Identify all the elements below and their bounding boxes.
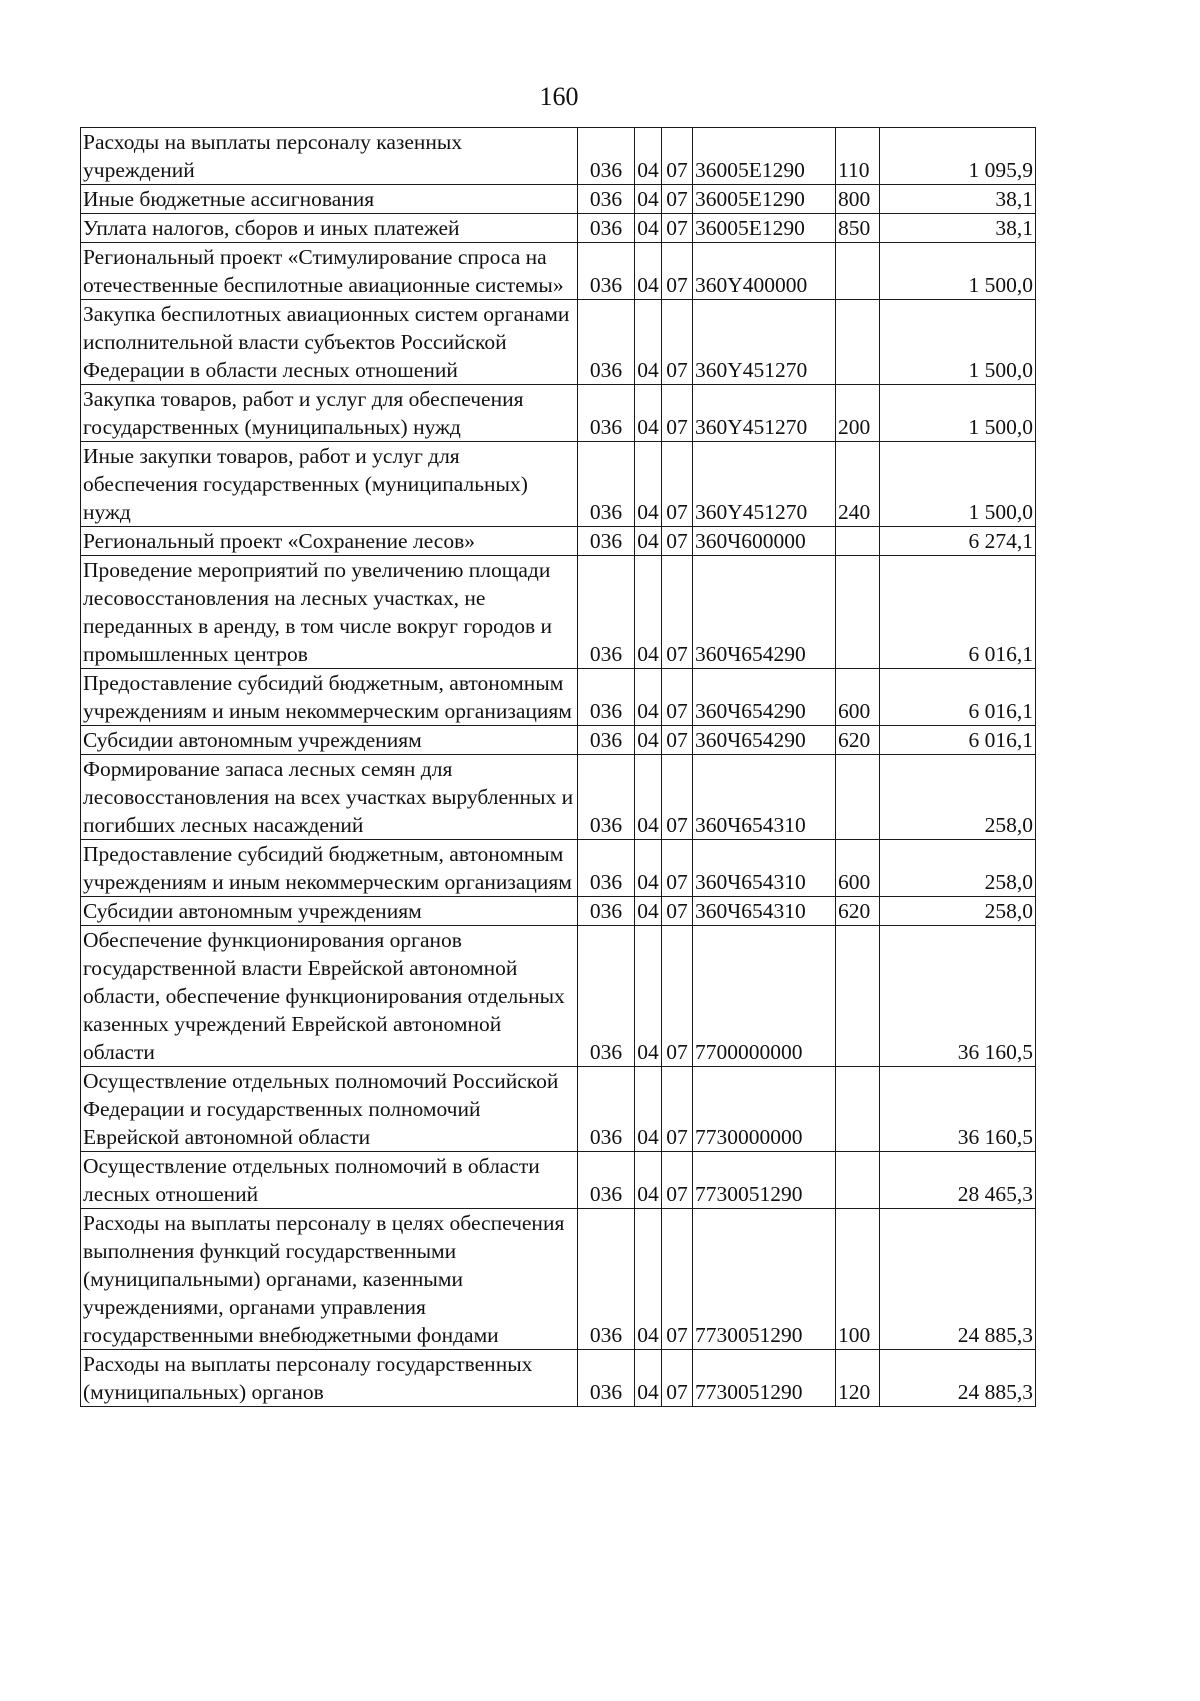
row-amount: 1 500,0 — [880, 442, 1036, 527]
row-target-article: 360Ч654310 — [693, 897, 836, 926]
row-amount: 24 885,3 — [880, 1209, 1036, 1350]
row-target-article: 360Y451270 — [693, 385, 836, 442]
row-amount: 6 016,1 — [880, 669, 1036, 726]
row-section: 04 — [635, 385, 662, 442]
row-section: 04 — [635, 897, 662, 926]
row-section: 04 — [635, 669, 662, 726]
row-expense-type — [836, 527, 880, 556]
row-name: Закупка беспилотных авиационных систем органами исполнительной власти субъектов Российской Федерации в области лесных отношений — [81, 300, 578, 385]
row-name: Расходы на выплаты персоналу казенных учреждений — [81, 128, 578, 185]
row-section: 04 — [635, 1209, 662, 1350]
row-code: 036 — [578, 897, 635, 926]
row-code: 036 — [578, 556, 635, 669]
row-target-article: 360Y451270 — [693, 442, 836, 527]
row-target-article: 7730000000 — [693, 1067, 836, 1152]
row-code: 036 — [578, 1350, 635, 1407]
row-subsection: 07 — [662, 243, 693, 300]
row-amount: 1 500,0 — [880, 300, 1036, 385]
page-number: 160 — [539, 82, 579, 111]
row-subsection: 07 — [662, 385, 693, 442]
row-code: 036 — [578, 1209, 635, 1350]
row-section: 04 — [635, 185, 662, 214]
row-subsection: 07 — [662, 897, 693, 926]
row-section: 04 — [635, 214, 662, 243]
row-subsection: 07 — [662, 1209, 693, 1350]
row-target-article: 360Ч600000 — [693, 527, 836, 556]
row-name: Уплата налогов, сборов и иных платежей — [81, 214, 578, 243]
row-section: 04 — [635, 243, 662, 300]
row-subsection: 07 — [662, 926, 693, 1067]
row-name: Обеспечение функционирования органов государственной власти Еврейской автономной области, обеспечение функционирования отдельных казенных учреждений Еврейской автономной области — [81, 926, 578, 1067]
row-target-article: 360Y451270 — [693, 300, 836, 385]
row-expense-type — [836, 300, 880, 385]
table-row — [81, 243, 1036, 300]
row-subsection: 07 — [662, 128, 693, 185]
table-row — [81, 1067, 1036, 1152]
row-expense-type: 100 — [836, 1209, 880, 1350]
table-row — [81, 128, 1036, 185]
row-expense-type: 620 — [836, 726, 880, 755]
row-subsection: 07 — [662, 1152, 693, 1209]
row-amount: 24 885,3 — [880, 1350, 1036, 1407]
row-name: Иные закупки товаров, работ и услуг для обеспечения государственных (муниципальных) нужд — [81, 442, 578, 527]
row-target-article: 360Ч654310 — [693, 840, 836, 897]
row-target-article: 7730051290 — [693, 1152, 836, 1209]
row-section: 04 — [635, 1350, 662, 1407]
budget-table — [80, 127, 1036, 1407]
row-subsection: 07 — [662, 442, 693, 527]
table-row — [81, 840, 1036, 897]
row-subsection: 07 — [662, 669, 693, 726]
row-amount: 1 500,0 — [880, 385, 1036, 442]
row-code: 036 — [578, 1152, 635, 1209]
table-row — [81, 1209, 1036, 1350]
row-code: 036 — [578, 214, 635, 243]
row-code: 036 — [578, 926, 635, 1067]
row-code: 036 — [578, 185, 635, 214]
row-name: Субсидии автономным учреждениям — [81, 726, 578, 755]
table-row — [81, 442, 1036, 527]
table-row — [81, 385, 1036, 442]
row-target-article: 36005E1290 — [693, 128, 836, 185]
row-code: 036 — [578, 300, 635, 385]
row-expense-type — [836, 243, 880, 300]
row-section: 04 — [635, 726, 662, 755]
table-row — [81, 185, 1036, 214]
row-name: Предоставление субсидий бюджетным, автономным учреждениям и иным некоммерческим организациям — [81, 669, 578, 726]
row-section: 04 — [635, 128, 662, 185]
row-section: 04 — [635, 527, 662, 556]
row-expense-type: 240 — [836, 442, 880, 527]
row-subsection: 07 — [662, 214, 693, 243]
row-subsection: 07 — [662, 1067, 693, 1152]
row-amount: 258,0 — [880, 755, 1036, 840]
table-row — [81, 926, 1036, 1067]
table-row — [81, 1152, 1036, 1209]
row-name: Предоставление субсидий бюджетным, автономным учреждениям и иным некоммерческим организациям — [81, 840, 578, 897]
table-row — [81, 726, 1036, 755]
row-target-article: 360Y400000 — [693, 243, 836, 300]
row-section: 04 — [635, 556, 662, 669]
row-subsection: 07 — [662, 1350, 693, 1407]
row-amount: 1 095,9 — [880, 128, 1036, 185]
row-target-article: 7730051290 — [693, 1209, 836, 1350]
row-section: 04 — [635, 926, 662, 1067]
row-target-article: 7700000000 — [693, 926, 836, 1067]
row-subsection: 07 — [662, 527, 693, 556]
row-section: 04 — [635, 1067, 662, 1152]
row-name: Региональный проект «Стимулирование спроса на отечественные беспилотные авиационные системы» — [81, 243, 578, 300]
row-section: 04 — [635, 755, 662, 840]
row-code: 036 — [578, 1067, 635, 1152]
row-section: 04 — [635, 442, 662, 527]
row-target-article: 360Ч654290 — [693, 556, 836, 669]
row-expense-type — [836, 556, 880, 669]
table-row — [81, 669, 1036, 726]
row-name: Формирование запаса лесных семян для лесовосстановления на всех участках вырубленных и погибших лесных насаждений — [81, 755, 578, 840]
row-subsection: 07 — [662, 840, 693, 897]
row-subsection: 07 — [662, 726, 693, 755]
row-amount: 38,1 — [880, 214, 1036, 243]
row-subsection: 07 — [662, 556, 693, 669]
row-expense-type: 120 — [836, 1350, 880, 1407]
row-code: 036 — [578, 243, 635, 300]
row-amount: 6 016,1 — [880, 556, 1036, 669]
row-amount: 36 160,5 — [880, 926, 1036, 1067]
row-expense-type: 110 — [836, 128, 880, 185]
row-expense-type — [836, 1152, 880, 1209]
row-target-article: 36005E1290 — [693, 214, 836, 243]
row-name: Закупка товаров, работ и услуг для обеспечения государственных (муниципальных) нужд — [81, 385, 578, 442]
table-row — [81, 755, 1036, 840]
row-amount: 6 274,1 — [880, 527, 1036, 556]
row-amount: 6 016,1 — [880, 726, 1036, 755]
table-row — [81, 527, 1036, 556]
row-section: 04 — [635, 300, 662, 385]
row-name: Региональный проект «Сохранение лесов» — [81, 527, 578, 556]
row-name: Расходы на выплаты персоналу государственных (муниципальных) органов — [81, 1350, 578, 1407]
row-target-article: 360Ч654290 — [693, 726, 836, 755]
row-target-article: 360Ч654290 — [693, 669, 836, 726]
row-expense-type: 200 — [836, 385, 880, 442]
row-expense-type: 850 — [836, 214, 880, 243]
row-amount: 1 500,0 — [880, 243, 1036, 300]
row-subsection: 07 — [662, 755, 693, 840]
row-expense-type: 620 — [836, 897, 880, 926]
row-expense-type — [836, 755, 880, 840]
row-subsection: 07 — [662, 185, 693, 214]
row-name: Осуществление отдельных полномочий в области лесных отношений — [81, 1152, 578, 1209]
row-code: 036 — [578, 442, 635, 527]
row-expense-type — [836, 1067, 880, 1152]
row-amount: 258,0 — [880, 897, 1036, 926]
row-name: Осуществление отдельных полномочий Российской Федерации и государственных полномочий Еврейской автономной области — [81, 1067, 578, 1152]
row-section: 04 — [635, 1152, 662, 1209]
row-target-article: 36005E1290 — [693, 185, 836, 214]
row-expense-type: 600 — [836, 840, 880, 897]
row-expense-type: 600 — [836, 669, 880, 726]
table-row — [81, 300, 1036, 385]
row-code: 036 — [578, 669, 635, 726]
row-code: 036 — [578, 128, 635, 185]
row-code: 036 — [578, 840, 635, 897]
row-name: Субсидии автономным учреждениям — [81, 897, 578, 926]
table-body — [81, 128, 1036, 1407]
row-subsection: 07 — [662, 300, 693, 385]
row-expense-type — [836, 926, 880, 1067]
row-section: 04 — [635, 840, 662, 897]
row-name: Иные бюджетные ассигнования — [81, 185, 578, 214]
table-row — [81, 897, 1036, 926]
row-amount: 38,1 — [880, 185, 1036, 214]
row-code: 036 — [578, 755, 635, 840]
row-amount: 28 465,3 — [880, 1152, 1036, 1209]
row-target-article: 7730051290 — [693, 1350, 836, 1407]
row-code: 036 — [578, 726, 635, 755]
row-name: Проведение мероприятий по увеличению площади лесовосстановления на лесных участках, не переданных в аренду, в том числе вокруг городов и промышленных центров — [81, 556, 578, 669]
row-target-article: 360Ч654310 — [693, 755, 836, 840]
row-name: Расходы на выплаты персоналу в целях обеспечения выполнения функций государственными (муниципальными) органами, казенными учреждениями, органами управления государственными внебюджетными фондами — [81, 1209, 578, 1350]
row-amount: 258,0 — [880, 840, 1036, 897]
table-row — [81, 1350, 1036, 1407]
table-row — [81, 556, 1036, 669]
row-amount: 36 160,5 — [880, 1067, 1036, 1152]
table-row — [81, 214, 1036, 243]
row-code: 036 — [578, 527, 635, 556]
row-code: 036 — [578, 385, 635, 442]
row-expense-type: 800 — [836, 185, 880, 214]
